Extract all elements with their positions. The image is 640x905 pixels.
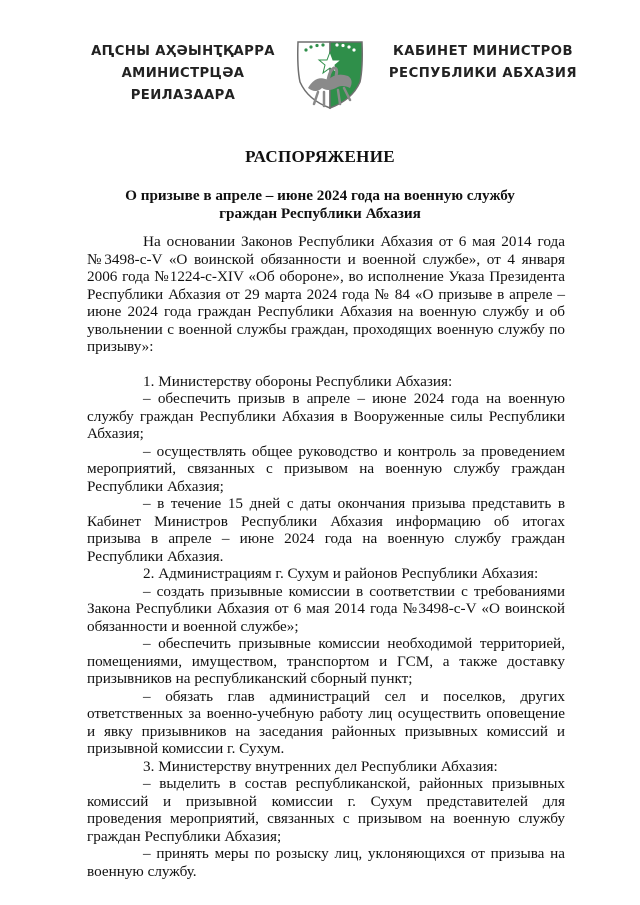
document-title-line-1: О призыве в апреле – июне 2024 года на военную службу xyxy=(125,187,515,204)
letterhead-abkhaz-line-1: АԤСНЫ АҲӘЫНҬҚАРРА xyxy=(91,44,275,59)
letterhead-abkhaz-line-2: АМИНИСТРЦӘА РЕИЛАЗААРА xyxy=(121,66,245,103)
section-3-item-2: – принять меры по розыску лиц, уклоняющихся от призыва на военную службу. xyxy=(87,845,565,880)
section-1-heading: 1. Министерству обороны Республики Абхазия: xyxy=(143,372,453,390)
section-3-heading: 3. Министерству внутренних дел Республики Абхазия: xyxy=(143,757,498,775)
letterhead-russian-line-1: КАБИНЕТ МИНИСТРОВ xyxy=(392,44,574,59)
section-2-heading: 2. Администрациям г. Сухум и районов Республики Абхазия: xyxy=(143,565,539,582)
section-2-item-2: – обеспечить призывные комиссии необходимой территорией, помещениями, имуществом, транспортом и ГСМ, а также доставку призывников на республиканский сборный пункт; xyxy=(87,635,565,687)
preamble-paragraph: На основании Законов Республики Абхазия от 6 мая 2014 года №3498-с-V «О воинской обязанности и военной службе», от 4 января 2006 года №1224-с-XIV «Об обороне», во исполнение Указа Президента Республики Абхазия от 29 марта 2024 года № 84 «О призыве в апреле – июне 2024 года граждан Республики Абхазия на военную службу и об увольнении с военной службы граждан, проходящих военную службу по призыву»: xyxy=(87,233,565,355)
letterhead xyxy=(0,0,640,110)
document-body xyxy=(87,233,565,880)
document-title-line-2: граждан Республики Абхазия xyxy=(219,205,421,222)
document-type: РАСПОРЯЖЕНИЕ xyxy=(245,147,395,166)
letterhead-abkhaz xyxy=(68,41,298,107)
section-2-item-1: – создать призывные комиссии в соответствии с требованиями Закона Республики Абхазия от 6 мая 2014 года №3498-с-V «О воинской обязанности и военной службе»; xyxy=(87,582,565,635)
letterhead-russian-line-2: РЕСПУБЛИКИ АБХАЗИЯ xyxy=(388,66,578,81)
section-3-item-1: – выделить в состав республиканской, районных призывных комиссий и призывной комиссии г. Сухум представителей для проведения мероприятий, связанных с призывом на военную службу граждан Республики Абхазия; xyxy=(87,775,565,845)
coat-of-arms-icon xyxy=(294,38,366,118)
section-1-item-2: – осуществлять общее руководство и контроль за проведением мероприятий, связанных с призывом на военную службу граждан Республики Абхазия; xyxy=(87,442,565,495)
section-1-item-1: – обеспечить призыв в апреле – июне 2024 года на военную службу граждан Республики Абхазия в Вооруженные силы Республики Абхазия; xyxy=(87,390,565,442)
section-1-item-3: – в течение 15 дней с даты окончания призыва представить в Кабинет Министров Республики Абхазия информацию об итогах призыва в апреле – июне 2024 года на военную службу граждан Республики Абхазия. xyxy=(87,495,565,565)
document-title xyxy=(100,187,540,223)
section-2-item-3: – обязать глав администраций сел и поселков, других ответственных за военно-учебную работу лиц осуществить оповещение и явку призывников на заседания районных призывных комиссий и призывной комиссии г. Сухум. xyxy=(87,687,565,757)
letterhead-russian xyxy=(368,41,598,85)
